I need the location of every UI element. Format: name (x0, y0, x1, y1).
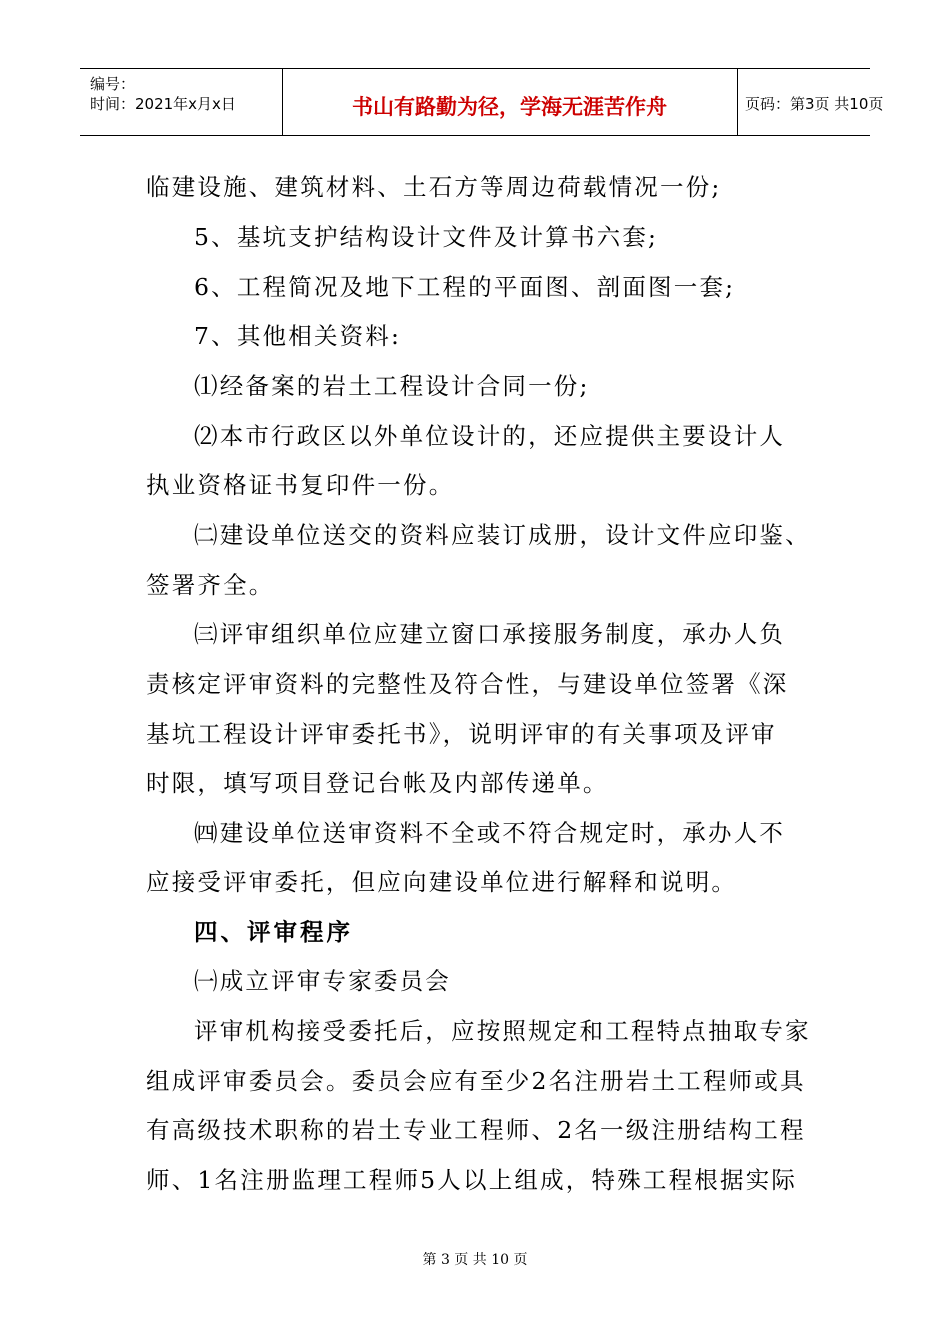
body-line: 基坑工程设计评审委托书》，说明评审的有关事项及评审 (146, 720, 777, 748)
body-line: 责核定评审资料的完整性及符合性，与建设单位签署《深 (146, 670, 789, 698)
list-item: ⑵本市行政区以外单位设计的，还应提供主要设计人 (194, 422, 786, 450)
header-motto: 书山有路勤为径，学海无涯苦作舟 (352, 95, 667, 119)
section-heading: 四、评审程序 (194, 918, 353, 946)
header-left-cell (80, 69, 283, 135)
page-footer: 第 3 页 共 10 页 (422, 1252, 528, 1268)
header-motto-cell (282, 69, 738, 135)
list-item: 5、基坑支护结构设计文件及计算书六套; (194, 223, 659, 251)
body-line: 执业资格证书复印件一份。 (146, 471, 455, 499)
paragraph-line: 评审机构接受委托后，应按照规定和工程特点抽取专家 (194, 1017, 811, 1045)
body-line: 有高级技术职称的岩土专业工程师、2名一级注册结构工程 (146, 1116, 806, 1144)
document-date-label: 时间：2021年x月x日 (90, 95, 236, 113)
subsection-heading: ㈠成立评审专家委员会 (194, 967, 451, 995)
header-page-info: 页码：第3页 共10页 (745, 95, 884, 113)
body-line: 师、1名注册监理工程师5人以上组成，特殊工程根据实际 (146, 1166, 798, 1194)
body-line: 应接受评审委托，但应向建设单位进行解释和说明。 (146, 868, 738, 896)
page-header (80, 68, 884, 136)
body-line: 组成评审委员会。委员会应有至少2名注册岩土工程师或具 (146, 1067, 806, 1095)
paragraph-line: ㈢评审组织单位应建立窗口承接服务制度，承办人负 (194, 620, 786, 648)
paragraph-line: ㈡建设单位送交的资料应装订成册，设计文件应印鉴、 (194, 521, 811, 549)
document-number-label: 编号： (90, 75, 136, 93)
header-page-cell (737, 69, 884, 135)
body-line: 时限，填写项目登记台帐及内部传递单。 (146, 769, 609, 797)
body-line: 签署齐全。 (146, 571, 275, 599)
list-item: ⑴经备案的岩土工程设计合同一份; (194, 372, 590, 400)
body-line: 临建设施、建筑材料、土石方等周边荷载情况一份; (146, 173, 722, 201)
paragraph-line: ㈣建设单位送审资料不全或不符合规定时，承办人不 (194, 819, 786, 847)
list-item: 6、工程简况及地下工程的平面图、剖面图一套; (194, 273, 736, 301)
list-item: 7、其他相关资料: (194, 322, 402, 350)
